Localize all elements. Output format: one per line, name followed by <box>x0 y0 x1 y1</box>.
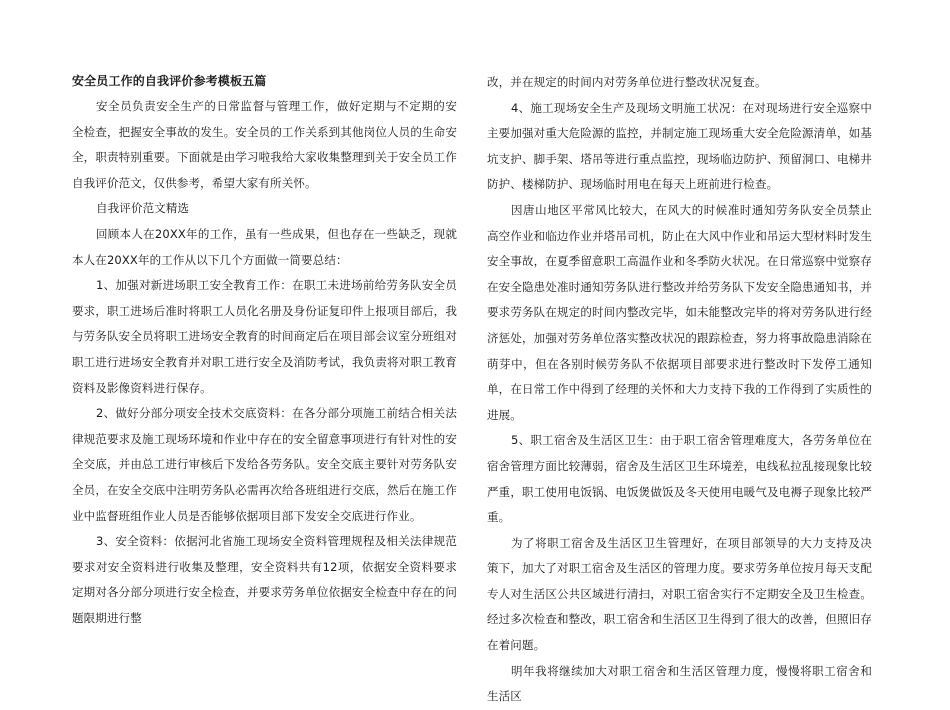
item-2-paragraph: 2、做好分部分项安全技术交底资料：在各分部分项施工前结合相关法律规范要求及施工现场环境和作业中存在的安全留意事项进行有针对性的安全交底，并由总工进行审核后下发给各劳务队。安全交底主要针对劳务队安全员，在安全交底中注明劳务队必需再次给各班组进行交底，然后在施工作业中监督班组作业人员是否能够依据项目部下发安全交底进行作业。 <box>72 406 457 523</box>
next-year-plan-paragraph: 明年我将继续加大对职工宿舍和生活区管理力度，慢慢将职工宿舍和生活区 <box>487 663 872 704</box>
right-column <box>487 70 872 710</box>
item-4-paragraph: 4、施工现场安全生产及现场文明施工状况：在对现场进行安全巡察中主要加强对重大危险源的监控，并制定施工现场重大安全危险源清单，如基坑支护、脚手架、塔吊等进行重点监控，现场临边防护、预留洞口、电梯井防护、楼梯防护、现场临时用电在每天上班前进行检查。 <box>487 100 872 192</box>
weather-paragraph: 因唐山地区平常风比较大，在风大的时候准时通知劳务队安全员禁止高空作业和临边作业并塔吊司机，防止在大风中作业和吊运大型材料时发生安全事故，在夏季留意职工高温作业和冬季防火状况。在日常巡察中觉察存在安全隐患处准时通知劳务队进行整改并给劳务队下发安全隐患通知书，并要求劳务队在规定的时间内整改完毕，如未能整改完毕的将对劳务队进行经济惩处，加强对劳务单位落实整改状况的跟踪检查，努力将事故隐患消除在萌芽中，但在各别时候劳务队不依据项目部要求进行整改时下发停工通知单，在日常工作中得到了经理的关怀和大力支持下我的工作得到了实质性的进展。 <box>487 202 872 422</box>
intro-paragraph: 安全员负责安全生产的日常监督与管理工作，做好定期与不定期的安全检查，把握安全事故的发生。安全员的工作关系到其他岗位人员的生命安全，职责特别重要。下面就是由学习啦我给大家收集整理到关于安全员工作自我评价范文，仅供参考，希望大家有所关怀。 <box>72 99 457 190</box>
item-3-paragraph: 3、安全资料：依据河北省施工现场安全资料管理规程及相关法律规范要求对安全资料进行收集及整理，安全资料共有12项，依据安全资料要求定期对各分部分项进行安全检查，并要求劳务单位依据安全检查中存在的问题限期进行整 <box>72 534 457 625</box>
summary-paragraph: 回顾本人在20XX年的工作，虽有一些成果，但也存在一些缺乏，现就本人在20XX年的工作从以下几个方面做一简要总结： <box>72 226 457 267</box>
left-column <box>72 68 457 631</box>
section-heading: 自我评价范文精选 <box>96 201 190 216</box>
dormitory-management-paragraph: 为了将职工宿舍及生活区卫生管理好，在项目部领导的大力支持及决策下，加大了对职工宿舍及生活区的管理力度。要求劳务单位按月每天支配专人对生活区公共区域进行清扫，对职工宿舍实行不定期安全及卫生检查。经过多次检查和整改，职工宿舍和生活区卫生得到了很大的改善，但照旧存在着问题。 <box>487 535 872 653</box>
item-5-paragraph: 5、职工宿舍及生活区卫生：由于职工宿舍管理难度大，各劳务单位在宿舍管理方面比较薄弱，宿舍及生活区卫生环境差，电线私拉乱接现象比较严重，职工使用电饭锅、电饭煲做饭及冬天使用电暖气及电褥子现象比较严重。 <box>487 433 872 525</box>
item-3-continued-paragraph: 改，并在规定的时间内对劳务单位进行整改状况复查。 <box>487 75 767 89</box>
item-1-paragraph: 1、加强对新进场职工安全教育工作：在职工未进场前给劳务队安全员要求，职工进场后准时将职工人员化名册及身份证复印件上报项目部后，我与劳务队安全员将职工进场安全教育的时间商定后在项目部会议室分班组对职工进行进场安全教育并对职工进行安全及消防考试，我负责将对职工教育资料及影像资料进行保存。 <box>72 278 457 395</box>
document-title: 安全员工作的自我评价参考模板五篇 <box>72 74 267 88</box>
